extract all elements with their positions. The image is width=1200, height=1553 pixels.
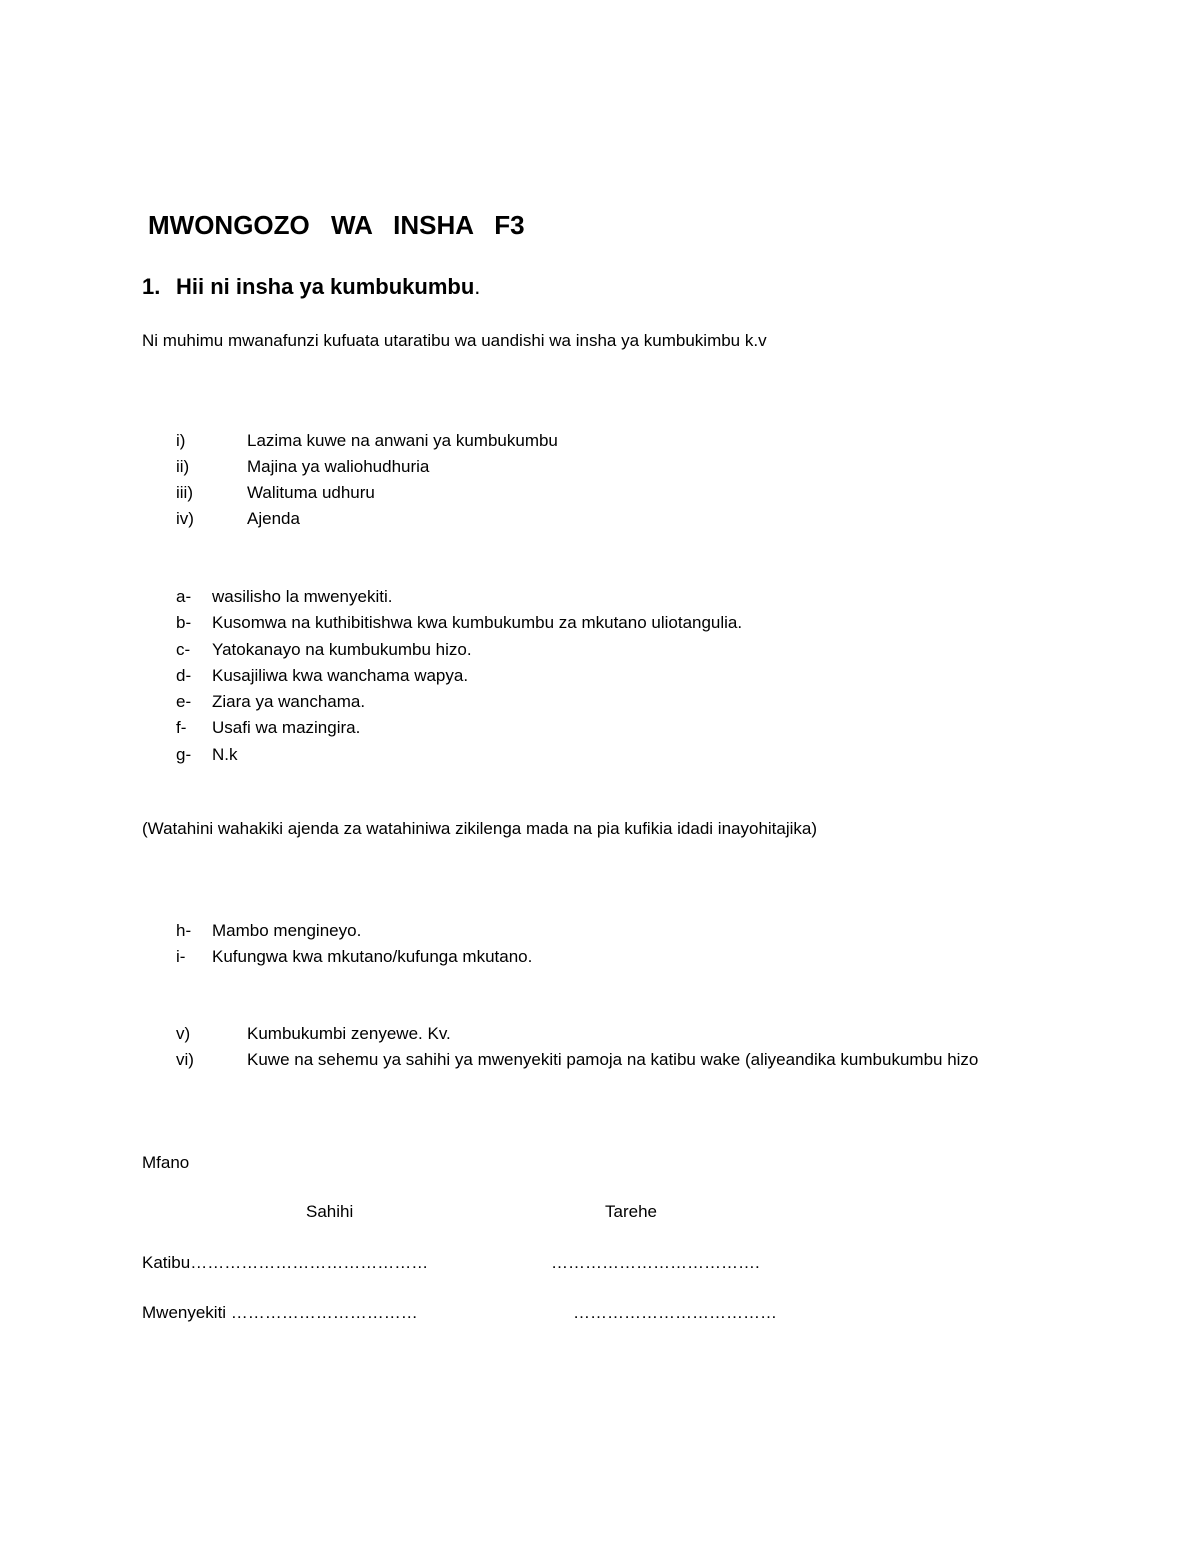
mwenyekiti-date-line: ……………………………… (573, 1303, 777, 1322)
list-marker: ii) (176, 457, 190, 476)
list-item-text: Ajenda (247, 509, 300, 528)
list-item-text: Kufungwa kwa mkutano/kufunga mkutano. (212, 947, 533, 967)
list-item-text: Kusomwa na kuthibitishwa kwa kumbukumbu za mkutano uliotangulia. (212, 613, 743, 633)
list-item (176, 1021, 1036, 1047)
list-item-text: Kuwe na sehemu ya sahihi ya mwenyekiti pamoja na katibu wake (aliyeandika kumbukumbu hizo (247, 1050, 979, 1069)
list-marker: a- (176, 587, 192, 606)
list-item-text: N.k (212, 744, 238, 764)
list-marker: g- (176, 744, 192, 764)
list-item (176, 944, 532, 970)
mwenyekiti-signature-line: Mwenyekiti …………………………… (142, 1303, 418, 1322)
list-item-text: wasilisho la mwenyekiti. (212, 587, 393, 606)
list-item-text: Kusajiliwa kwa wanchama wapya. (212, 665, 469, 685)
examiner-note: (Watahini wahakiki ajenda za watahiniwa zikilenga mada na pia kufikia idadi inayohitajika) (142, 819, 818, 838)
list-item-text: Yatokanayo na kumbukumbu hizo. (212, 639, 472, 659)
list-item (176, 1047, 1036, 1073)
list-marker: h- (176, 921, 192, 940)
list-item-text: Ziara ya wanchama. (212, 692, 366, 712)
list-item (176, 689, 742, 715)
list-item (176, 428, 1076, 454)
list-item (176, 663, 742, 689)
roman-list-2 (176, 1021, 1036, 1073)
list-item-text: Walituma udhuru (247, 483, 375, 502)
list-marker: f- (176, 718, 187, 738)
section-heading (142, 274, 480, 300)
list-marker: b- (176, 613, 192, 633)
heading-end: . (474, 274, 481, 299)
list-item (176, 610, 742, 636)
katibu-signature-line: Katibu…………………………………… (142, 1253, 429, 1272)
example-label: Mfano (142, 1153, 190, 1172)
list-marker: v) (176, 1024, 191, 1043)
list-item (176, 506, 1076, 532)
list-item-text: Mambo mengineyo. (212, 921, 362, 940)
agenda-list-2 (176, 918, 532, 971)
heading-number: 1. (142, 274, 161, 299)
sahihi-column-label: Sahihi (306, 1202, 354, 1221)
list-item (176, 480, 1076, 506)
list-marker: iii) (176, 483, 193, 502)
list-item-text: Majina ya waliohudhuria (247, 457, 430, 476)
agenda-list-1 (176, 584, 742, 768)
tarehe-column-label: Tarehe (605, 1202, 657, 1221)
list-item (176, 584, 742, 610)
document-title: MWONGOZO WA INSHA F3 (148, 210, 525, 240)
list-item-text: Lazima kuwe na anwani ya kumbukumbu (247, 431, 558, 450)
list-item-text: Usafi wa mazingira. (212, 718, 361, 738)
list-marker: i- (176, 947, 186, 967)
list-item (176, 918, 532, 944)
list-item-text: Kumbukumbi zenyewe. Kv. (247, 1024, 451, 1043)
intro-paragraph: Ni muhimu mwanafunzi kufuata utaratibu wa uandishi wa insha ya kumbukimbu k.v (142, 331, 767, 350)
list-marker: vi) (176, 1050, 194, 1069)
list-item (176, 454, 1076, 480)
list-marker: d- (176, 665, 192, 685)
list-marker: e- (176, 692, 192, 712)
list-item (176, 637, 742, 663)
list-item (176, 715, 742, 741)
list-item (176, 742, 742, 768)
heading-text: Hii ni insha ya kumbukumbu (176, 274, 475, 299)
roman-list-1 (176, 428, 1076, 532)
katibu-date-line: ………………………………. (551, 1253, 760, 1272)
list-marker: iv) (176, 509, 194, 528)
list-marker: i) (176, 431, 186, 450)
list-marker: c- (176, 639, 191, 659)
